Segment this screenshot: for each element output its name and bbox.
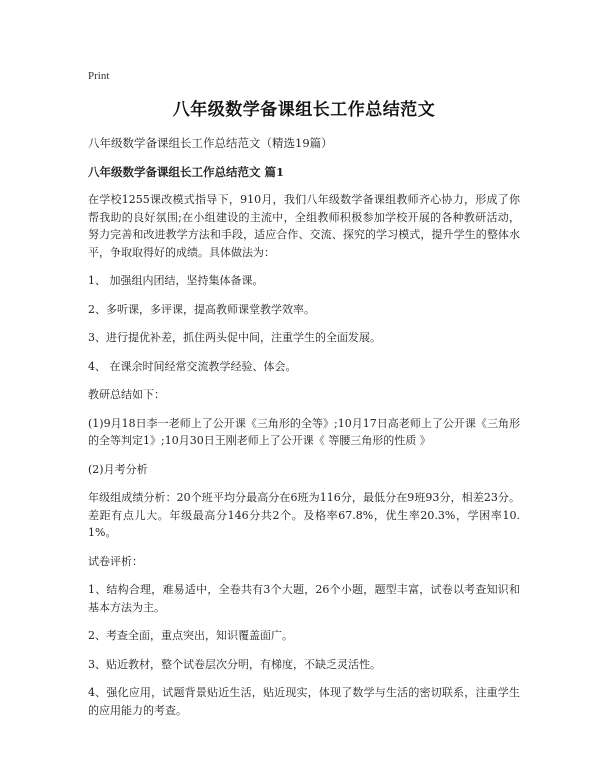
- method-item-4: 4、 在课余时间经常交流教学经验、体会。: [88, 359, 297, 373]
- document-page: [88, 68, 520, 730]
- print-link[interactable]: Print: [88, 70, 110, 82]
- exam-review-item-1: 1、结构合理，难易适中，全卷共有3个大题，26个小题，题型丰富，试卷以考查知识和基本方法为主。: [88, 583, 520, 614]
- method-item-3: 3、进行提优补差，抓住两头促中间，注重学生的全面发展。: [88, 331, 381, 344]
- exam-review-item-4: 4、强化应用，试题背景贴近生活，贴近现实，体现了数学与生活的密切联系，注重学生的应用能力的考查。: [88, 686, 520, 717]
- research-summary-heading: 教研总结如下：: [88, 388, 165, 401]
- exam-review-heading: 试卷评析：: [88, 554, 143, 568]
- monthly-exam-heading: (2)月考分析: [88, 462, 148, 476]
- method-item-2: 2、多听课，多评课，提高教师课堂教学效率。: [88, 302, 315, 316]
- section-heading: 八年级数学备课组长工作总结范文 篇1: [88, 165, 285, 179]
- exam-review-item-2: 2、考查全面，重点突出，知识覆盖面广。: [88, 629, 293, 642]
- grade-analysis-paragraph: 年级组成绩分析：20个班平均分最高分在6班为116分，最低分在9班93分，相差23分。差距有点儿大。年级最高分146分共2个。及格率67.8%，优生率20.3%，学困率10.1%。: [88, 491, 520, 539]
- document-subtitle: 八年级数学备课组长工作总结范文（精选19篇）: [88, 136, 333, 150]
- method-item-1: 1、 加强组内团结，坚持集体备课。: [88, 274, 264, 287]
- open-class-paragraph: (1)9月18日李一老师上了公开课《三角形的全等》;10月17日高老师上了公开课《三角形的全等判定1》;10月30日王刚老师上了公开课《 等腰三角形的性质 》: [88, 416, 520, 447]
- document-title: 八年级数学备课组长工作总结范文: [172, 100, 436, 120]
- intro-paragraph: 在学校1255课改模式指导下，910月，我们八年级数学备课组教师齐心协力，形成了你帮我助的良好氛围;在小组建设的主流中，全组教师积极参加学校开展的各种教研活动，努力完善和改进教学方法和手段，适应合作、交流、探究的学习模式，提升学生的整体水平，争取取得好的成绩。具体做法为：: [88, 193, 520, 259]
- exam-review-item-3: 3、贴近教材，整个试卷层次分明，有梯度，不缺乏灵活性。: [88, 657, 381, 671]
